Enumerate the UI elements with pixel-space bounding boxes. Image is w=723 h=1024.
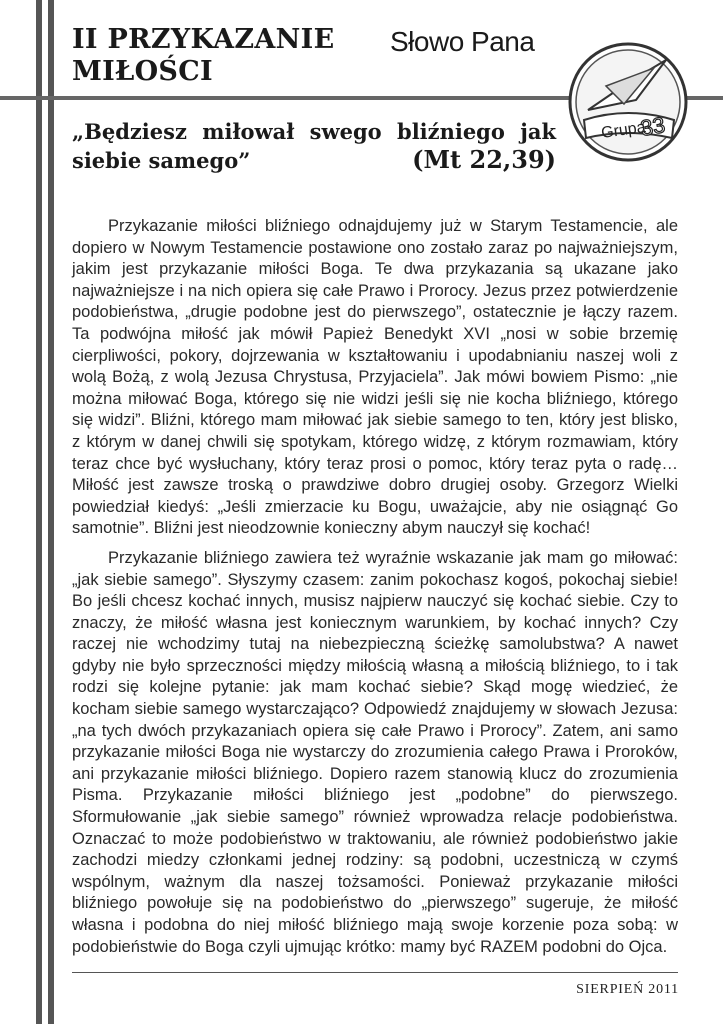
page-title-line1: II PRZYKAZANIE	[72, 24, 335, 55]
logo-text-grupa: Grupa	[600, 118, 647, 142]
epigraph-quote	[72, 118, 556, 175]
page-title-line2: MIŁOŚCI	[72, 56, 213, 87]
left-border-bar-inner	[48, 0, 54, 1024]
footer-rule	[72, 972, 678, 973]
body-paragraph-2: Przykazanie bliźniego zawiera też wyraźnie wskazanie jak mam go miłować: „jak siebie samego”. Słyszymy czasem: zanim pokochasz kogoś, pokochaj siebie! Bo jeśli chcesz kochać innych, musisz najpierw nauczyć się kochać siebie. Czy to znaczy, że miłość własna jest koniecznym warunkiem, by kochać innych? Czy raczej nie wchodzimy tutaj na niebezpieczną ścieżkę samolubstwa? A nawet gdyby nie było sprzeczności między miłością własną a miłością bliźniego, to i tak rodzi się kolejne pytanie: jak mam kochać siebie? Skąd mogę wiedzieć, że kocham siebie samego wystarczająco? Odpowiedź znajdujemy w słowach Jezusa: „na tych dwóch przykazaniach opiera się całe Prawo i Prorocy”. Zatem, ani samo przykazanie miłości Boga nie wystarczy do zrozumienia całego Prawa i Proroków, ani przykazanie miłości bliźniego. Dopiero razem stanowią klucz do zrozumienia Pisma. Przykazanie miłości bliźniego jest „podobne” do pierwszego. Sformułowanie „jak siebie samego” również wprowadza relacje podobieństwa. Oznaczać to może podobieństwo w traktowaniu, ale również podobieństwo jakie zachodzi miedzy członkami jednej rodziny: są podobni, uczestniczą w czymś wspólnym, ważnym dla naszej tożsamości. Ponieważ przykazanie miłości bliźniego powołuje się na podobieństwo do „pierwszego” sugeruje, że miłość własna i podobna do niej miłość bliźniego mają swoje korzenie poza sobą: w podobieństwie do Boga czyli ujmując krótko: mamy być RAZEM podobni do Ojca.	[72, 548, 678, 956]
quote-line2: siebie samego”	[72, 148, 251, 173]
page-title	[72, 24, 432, 88]
quote-line1: „Będziesz miłował swego bliźniego jak	[72, 119, 556, 144]
body-paragraph-1: Przykazanie miłości bliźniego odnajdujemy już w Starym Testamencie, ale dopiero w Nowym Testamencie postawione ono zostało zaraz po najważniejszym, jakim jest przykazanie miłości Boga. Te dwa przykazania są ukazane jako najważniejsze i na nich opiera się całe Prawo i Prorocy. Jezus przez potwierdzenie podobieństwa, „drugie podobne jest do pierwszego”, ostatecznie je łączy razem. Ta podwójna miłość jak mówił Papież Benedykt XVI „nosi w sobie brzemię cierpliwości, pokory, dojrzewania w kształtowaniu i upodabnianiu naszej woli z wolą Bożą, z wolą Jezusa Chrystusa, Przyjaciela”. Jak mówi bowiem Pismo: „nie można miłować Boga, którego się nie widzi jeśli się nie kocha bliźniego, którego się widzi”. Bliźni, którego mam miłować jak siebie samego to ten, który jest blisko, z którym w danej chwili się spotykam, którego widzę, z którym rozmawiam, który teraz chce być wysłuchany, który teraz prosi o pomoc, który teraz pyta o radę… Miłość jest zawsze troską o prawdziwe dobro drugiej osoby. Grzegorz Wielki powiedział kiedyś: „Jeśli zmierzacie ku Bogu, uważajcie, aby nie osiągnąć Go samotnie”. Bliźni jest nieodzownie konieczny abym nauczył się kochać!	[72, 217, 678, 538]
section-label: Słowo Pana	[390, 26, 535, 57]
quote-line2-row	[72, 146, 556, 175]
article-body	[72, 216, 678, 966]
grupa-33-logo	[566, 40, 690, 164]
left-border-bar-outer	[36, 0, 42, 1024]
quote-reference: (Mt 22,39)	[412, 145, 556, 174]
footer-date: SIERPIEŃ 2011	[576, 982, 679, 997]
logo-text-number: 33	[638, 112, 667, 141]
